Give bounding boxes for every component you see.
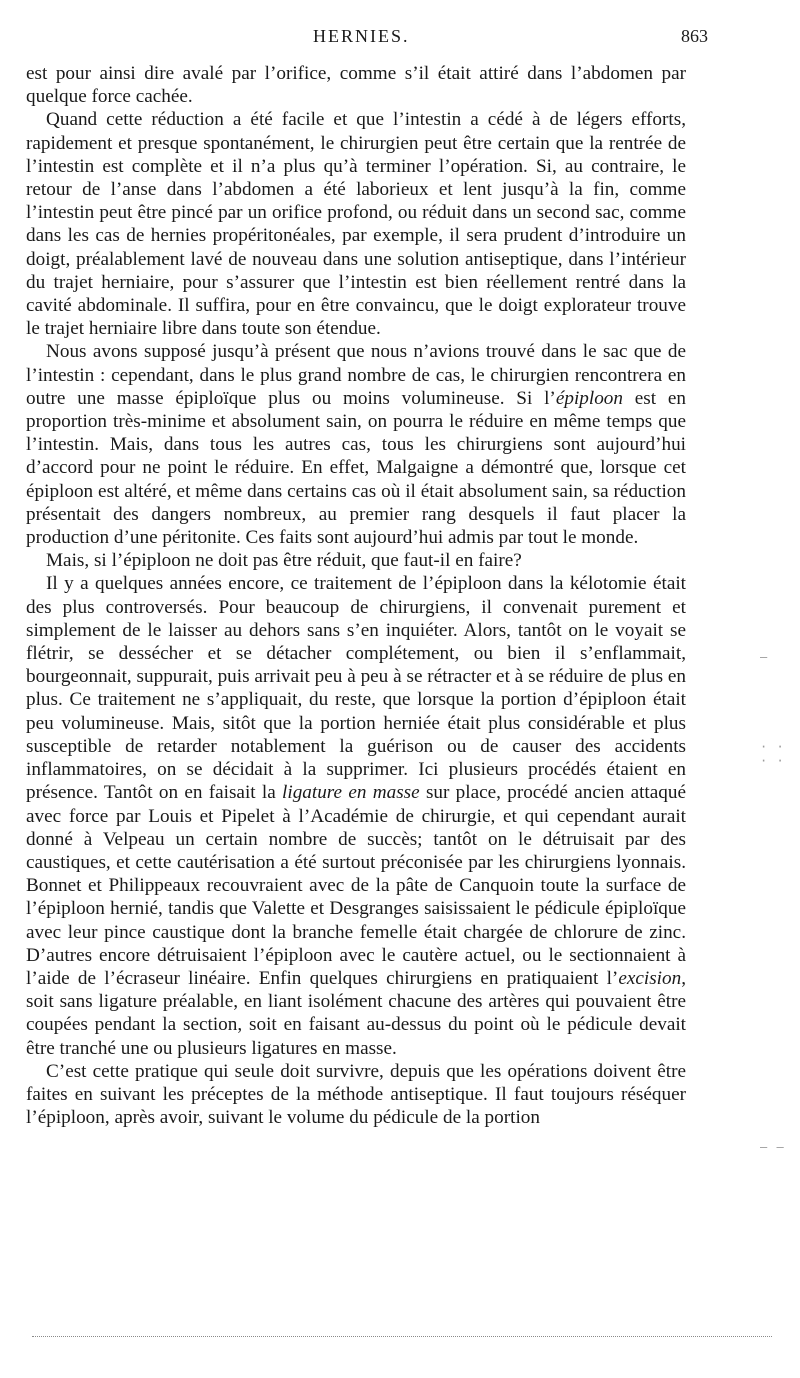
italic-term: épiploon <box>555 387 623 409</box>
paragraph-text: Nous avons supposé jusqu’à présent que nous n’avions trouvé dans le sac que de l’intestin : cependant, dans le plus grand nombre de cas, le chirurgien rencontrera en outre une masse épiploïque plus ou moins volumineuse. Si l’ <box>26 341 686 409</box>
footer-rule <box>32 1336 772 1337</box>
paragraph-text: est pour ainsi dire avalé par l’orifice, comme s’il était attiré dans l’abdomen par quelque force cachée. <box>26 63 686 108</box>
paragraph <box>26 549 686 572</box>
paragraph-text: , soit sans ligature préalable, en liant isolément chacune des artères qui pouvaient être coupées pendant la section, soit en faisant au-dessus du point où le pédicule devait être tranché une ou plusieurs ligatures en masse. <box>26 967 686 1059</box>
margin-rule: — — <box>760 1140 785 1154</box>
italic-term: excision <box>618 967 682 989</box>
paragraph-text: est en proportion très-minime et absolument sain, on pourra le réduire en même temps que l’intestin. Mais, dans tous les autres cas, tous les chirurgiens sont aujourd’hui d’accord pour ne point le réduire. En effet, Malgaigne a démontré que, lorsque cet épiploon est altéré, et même dans certains cas où il était absolument sain, sa réduction présentait des dangers nombreux, au premier rang desquels il faut placer la production d’une péritonite. Ces faits sont aujourd’hui admis par tout le monde. <box>26 387 686 549</box>
book-page <box>26 22 708 1129</box>
italic-term: ligature en masse <box>282 782 420 804</box>
paragraph <box>26 1060 686 1130</box>
paragraph-text: Mais, si l’épiploon ne doit pas être réduit, que faut-il en faire? <box>46 550 522 572</box>
paragraph <box>26 572 686 1059</box>
margin-dash: — <box>760 650 769 664</box>
paragraph-text: Quand cette réduction a été facile et que l’intestin a cédé à de légers efforts, rapidement et presque spontanément, le chirurgien peut être certain que la rentrée de l’intestin est complète et il n’a plus qu’à terminer l’opération. Si, au contraire, le retour de l’anse dans l’abdomen a été laborieux et lent jusqu’à la fin, comme l’intestin peut être pincé par un orifice profond, ou réduit dans un second sac, comme dans les cas de hernies propéritonéales, par exemple, il sera prudent d’introduire un doigt, préalablement lavé de nouveau dans une solution antiseptique, dans l’intérieur du trajet herniaire, pour s’assurer que l’intestin est bien réellement rentré dans la cavité abdominale. Il suffira, pour en être convaincu, que le doigt explorateur trouve le trajet herniaire libre dans toute son étendue. <box>26 109 686 340</box>
page-number: 863 <box>681 26 708 46</box>
running-title: HERNIES. <box>313 26 410 46</box>
page-header <box>26 22 708 62</box>
paragraph <box>26 108 686 340</box>
paragraph <box>26 62 686 108</box>
paragraph <box>26 340 686 549</box>
paragraph-text: C’est cette pratique qui seule doit survivre, depuis que les opérations doivent être faites en suivant les préceptes de la méthode antiseptique. Il faut toujours réséquer l’épiploon, après avoir, suivant le volume du pédicule de la portion <box>26 1060 686 1129</box>
paragraph-text: Il y a quelques années encore, ce traitement de l’épiploon dans la kélotomie était des plus controversés. Pour beaucoup de chirurgiens, il convenait purement et simplement de le laisser au dehors sans s’en inquiéter. Alors, tantôt on le voyait se flétrir, se dessécher et se détacher complétement, ou bien il s’enflammait, bourgeonnait, suppurait, puis arrivait peu à peu à se rétracter et à se réduire de plus en plus. Ce traitement ne s’appliquait, du reste, que lorsque la portion d’épiploon était peu volumineuse. Mais, sitôt que la portion herniée était plus considérable et plus susceptible de retarder notablement la guérison ou de causer des accidents inflammatoires, on se décidait à la supprimer. Ici plusieurs procédés étaient en présence. Tantôt on en faisait la <box>26 573 686 804</box>
paragraph-text: sur place, procédé ancien attaqué avec force par Louis et Pipelet à l’Académie de chirurgie, et qui cependant aurait donné à Velpeau un certain nombre de succès; tantôt on le détruisait par des caustiques, et cette cautérisation a été surtout préconisée par les chirurgiens lyonnais. Bonnet et Philippeaux recouvraient avec de la pâte de Canquoin toute la surface de l’épiploon hernié, tandis que Valette et Desgranges saisissaient le pédicule épiploïque avec leur pince caustique dont la branche femelle était chargée de chlorure de zinc. D’autres encore détruisaient l’épiploon avec le cautère actuel, ou le sectionnaient à l’aide de l’écraseur linéaire. Enfin quelques chirurgiens en pratiquaient l’ <box>26 782 686 989</box>
margin-dots: · · · · <box>760 740 785 768</box>
body-text <box>26 62 686 1129</box>
